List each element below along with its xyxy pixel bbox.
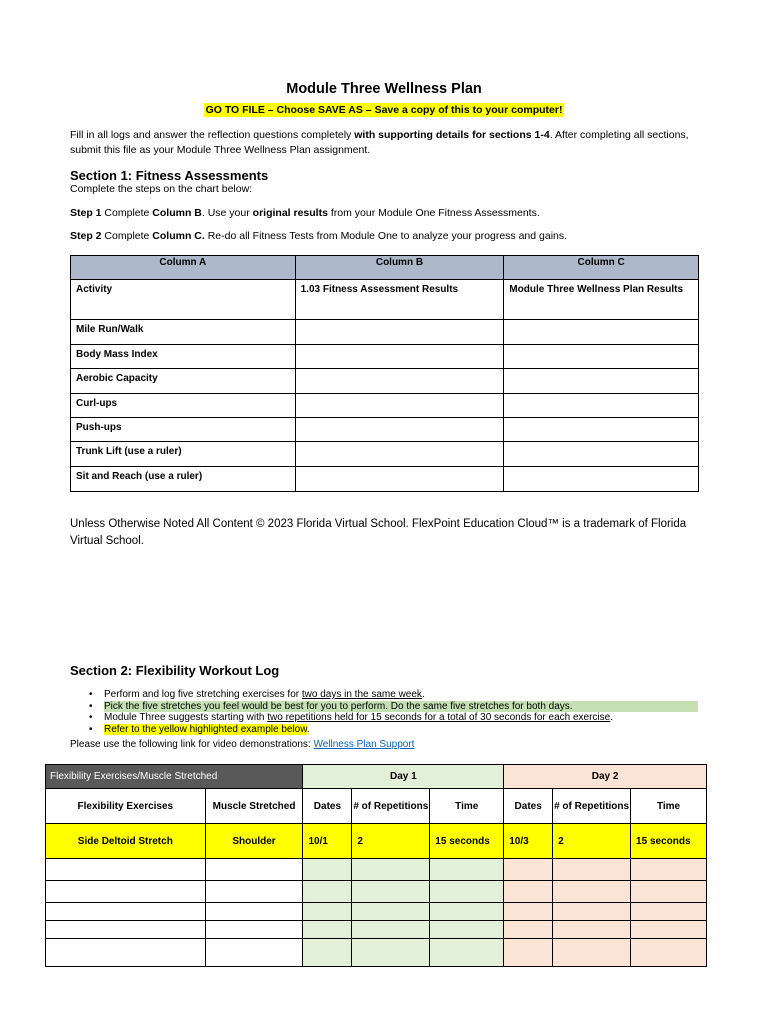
day1-reps-cell[interactable] [352, 859, 430, 881]
table-row [71, 442, 699, 467]
step2-label: Step 2 [70, 230, 102, 242]
day2-date-cell[interactable] [504, 903, 553, 921]
table-row [46, 921, 707, 939]
wellness-plan-support-link[interactable]: Wellness Plan Support [313, 739, 415, 750]
bullet3-end: . [610, 712, 613, 724]
step2-b1: Column C. [152, 230, 205, 242]
day1-time-header: Time [430, 789, 504, 824]
bullet3-underline: two repetitions held for 15 seconds for a total of 30 seconds for each exercise [267, 712, 611, 724]
day-header-row [46, 765, 707, 789]
day1-date-cell[interactable] [303, 921, 352, 939]
day1-reps-cell[interactable] [352, 939, 430, 967]
day2-date-cell[interactable] [504, 939, 553, 967]
column-b-cell[interactable] [295, 394, 504, 418]
example-muscle: Shoulder [205, 824, 303, 859]
save-banner-wrap [0, 104, 768, 116]
bullet4-end: . [306, 723, 310, 735]
column-b-cell[interactable] [295, 467, 504, 492]
muscle-cell[interactable] [205, 939, 303, 967]
list-item [70, 712, 710, 724]
day2-time-header: Time [631, 789, 707, 824]
wellness-results-header: Module Three Wellness Plan Results [504, 280, 699, 320]
bullet1-text: Perform and log five stretching exercises for [104, 689, 302, 700]
day1-time-cell[interactable] [430, 881, 504, 903]
day1-reps-cell[interactable] [352, 881, 430, 903]
day2-time-cell[interactable] [631, 881, 707, 903]
bullet3-text: Module Three suggests starting with [104, 712, 268, 724]
muscle-cell[interactable] [205, 903, 303, 921]
intro-bold: with supporting details for sections 1-4 [354, 129, 550, 141]
column-c-header: Column C [504, 256, 699, 280]
day1-time-cell[interactable] [430, 859, 504, 881]
day2-time-cell[interactable] [631, 859, 707, 881]
step1-b2: original results [252, 207, 328, 219]
bullet4-highlight: Refer to the yellow highlighted example below [104, 723, 307, 735]
day1-reps-header: # of Repetitions [352, 789, 430, 824]
day1-dates-header: Dates [303, 789, 352, 824]
link-intro: Please use the following link for video demonstrations: [70, 739, 314, 750]
exercise-cell[interactable] [46, 859, 206, 881]
fitness-assessment-table [70, 255, 699, 492]
column-b-cell[interactable] [295, 369, 504, 394]
day2-time-cell[interactable] [631, 903, 707, 921]
step2-t1: Complete [101, 230, 153, 242]
bullet2-highlight: • Pick the five stretches you feel would be best for you to perform. Do the same five stretches for both days. [104, 701, 698, 713]
table-row [46, 939, 707, 967]
activity-name: Aerobic Capacity [71, 369, 296, 394]
list-item [70, 701, 710, 713]
day1-time-cell[interactable] [430, 939, 504, 967]
day1-date-cell[interactable] [303, 881, 352, 903]
column-c-cell[interactable] [504, 320, 699, 345]
example-day2-reps: 2 [553, 824, 631, 859]
muscle-cell[interactable] [205, 881, 303, 903]
day2-reps-cell[interactable] [553, 903, 631, 921]
column-b-header: Column B [295, 256, 504, 280]
day1-date-cell[interactable] [303, 903, 352, 921]
muscle-cell[interactable] [205, 859, 303, 881]
list-item [70, 724, 710, 736]
day2-reps-cell[interactable] [553, 939, 631, 967]
day2-date-cell[interactable] [504, 881, 553, 903]
step1-text [70, 206, 700, 221]
day2-reps-header: # of Repetitions [553, 789, 631, 824]
flexibility-log-table [45, 764, 707, 967]
day2-time-cell[interactable] [631, 921, 707, 939]
bullet1-underline: two days in the same week [301, 689, 422, 700]
table-row [71, 345, 699, 369]
intro-text-2: . After completing all sections, submit this file as your Module Three Wellness Plan assignment. [70, 129, 689, 156]
save-banner: GO TO FILE – Choose SAVE AS – Save a copy of this to your computer! [205, 104, 563, 116]
section2-heading: Section 2: Flexibility Workout Log [70, 663, 280, 678]
activity-name: Mile Run/Walk [71, 320, 296, 345]
day2-reps-cell[interactable] [553, 921, 631, 939]
exercise-cell[interactable] [46, 921, 206, 939]
example-day1-reps: 2 [352, 824, 430, 859]
activity-name: Trunk Lift (use a ruler) [71, 442, 296, 467]
exercise-cell[interactable] [46, 903, 206, 921]
section1-subtext: Complete the steps on the chart below: [70, 183, 253, 195]
day2-header: Day 2 [504, 765, 707, 789]
column-b-cell[interactable] [295, 345, 504, 369]
step1-label: Step 1 [70, 207, 102, 219]
example-day1-date: 10/1 [303, 824, 352, 859]
intro-text-1: Fill in all logs and answer the reflection questions completely [70, 129, 355, 141]
instruction-list [70, 689, 710, 735]
muscle-stretched-header: Muscle Stretched [205, 789, 303, 824]
exercise-cell[interactable] [46, 881, 206, 903]
flexibility-exercises-header: Flexibility Exercises [46, 789, 206, 824]
page-title: Module Three Wellness Plan [286, 81, 482, 97]
column-c-cell[interactable] [504, 345, 699, 369]
table-row [46, 859, 707, 881]
day1-header: Day 1 [303, 765, 504, 789]
table-row [71, 394, 699, 418]
exercises-muscle-header: Flexibility Exercises/Muscle Stretched [46, 765, 303, 789]
column-a-header: Column A [71, 256, 296, 280]
day1-time-cell[interactable] [430, 903, 504, 921]
list-item [70, 689, 710, 701]
column-c-cell[interactable] [504, 418, 699, 442]
example-day2-date: 10/3 [504, 824, 553, 859]
step1-t1: Complete [101, 207, 153, 219]
example-day2-time: 15 seconds [631, 824, 707, 859]
table-row [71, 418, 699, 442]
day1-reps-cell[interactable] [352, 921, 430, 939]
day1-time-cell[interactable] [430, 921, 504, 939]
step2-t2: Re-do all Fitness Tests from Module One to analyze your progress and gains. [204, 230, 568, 242]
table-row [71, 369, 699, 394]
fitness-header-row [71, 256, 699, 280]
day2-reps-cell[interactable] [553, 881, 631, 903]
day1-date-cell[interactable] [303, 859, 352, 881]
muscle-cell[interactable] [205, 921, 303, 939]
step1-t2: . Use your [201, 207, 253, 219]
activity-name: Body Mass Index [71, 345, 296, 369]
example-day1-time: 15 seconds [430, 824, 504, 859]
fitness-subheader-row [71, 280, 699, 320]
activity-name: Curl-ups [71, 394, 296, 418]
column-c-cell[interactable] [504, 467, 699, 492]
example-row [46, 824, 707, 859]
column-c-cell[interactable] [504, 442, 699, 467]
section1-heading: Section 1: Fitness Assessments [70, 168, 269, 183]
step1-t3: from your Module One Fitness Assessments. [327, 207, 540, 219]
column-b-cell[interactable] [295, 442, 504, 467]
column-header-row [46, 789, 707, 824]
day2-date-cell[interactable] [504, 921, 553, 939]
table-row [71, 320, 699, 345]
example-exercise: Side Deltoid Stretch [46, 824, 206, 859]
results-header: 1.03 Fitness Assessment Results [295, 280, 504, 320]
day2-dates-header: Dates [504, 789, 553, 824]
day1-date-cell[interactable] [303, 939, 352, 967]
day2-time-cell[interactable] [631, 939, 707, 967]
table-row [46, 903, 707, 921]
column-b-cell[interactable] [295, 320, 504, 345]
copyright-footer: Unless Otherwise Noted All Content © 2023 Florida Virtual School. FlexPoint Education Cloud™ is a trademark of Florida Virtual School. [70, 518, 687, 547]
table-row [46, 881, 707, 903]
table-row [71, 467, 699, 492]
activity-name: Sit and Reach (use a ruler) [71, 467, 296, 492]
activity-name: Push-ups [71, 418, 296, 442]
link-line [70, 739, 700, 751]
day2-reps-cell[interactable] [553, 859, 631, 881]
day2-date-cell[interactable] [504, 859, 553, 881]
column-c-cell[interactable] [504, 394, 699, 418]
intro-paragraph [70, 128, 700, 158]
column-c-cell[interactable] [504, 369, 699, 394]
bullet1-end: . [421, 689, 425, 700]
step1-b1: Column B [152, 207, 202, 219]
exercise-cell[interactable] [46, 939, 206, 967]
step2-text [70, 229, 700, 244]
day1-reps-cell[interactable] [352, 903, 430, 921]
activity-header: Activity [71, 280, 296, 320]
column-b-cell[interactable] [295, 418, 504, 442]
